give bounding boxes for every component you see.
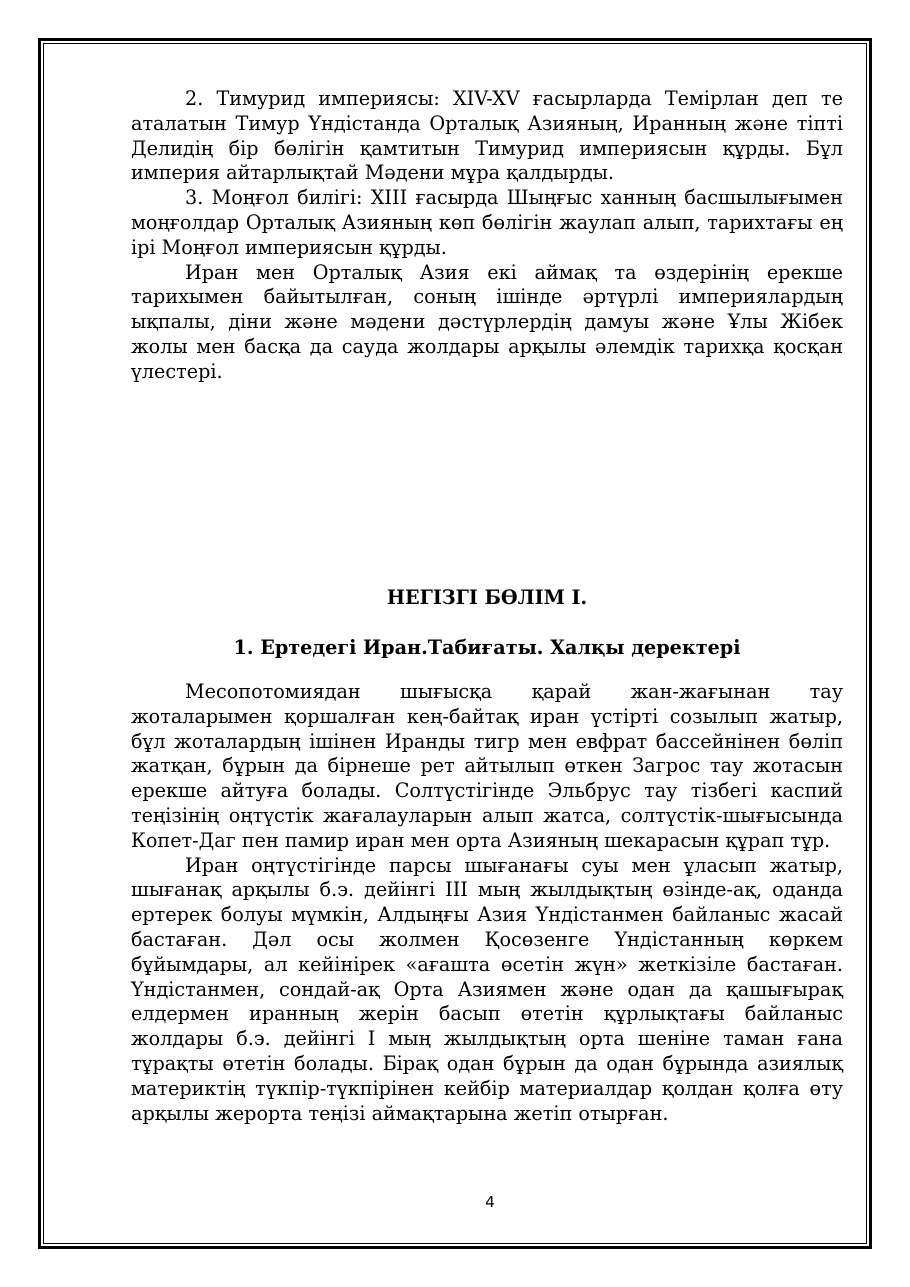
paragraph-timurid: 2. Тимурид империясы: XIV-XV ғасырларда Темірлан деп те аталатын Тимур Үндістанда Орталық Азияның, Иранның және тіпті Делидің бір бөлігін қамтитын Тимурид империясын құрды. Бұл империя айтарлықтай Мәдени мұра қалдырды.	[131, 87, 843, 185]
paragraph-trade-routes: Иран оңтүстігінде парсы шығанағы суы мен ұласып жатыр, шығанақ арқылы б.э. дейінгі III мың жылдықтың өзінде-ақ, оданда ертерек болуы мүмкін, Алдыңғы Азия Үндістанмен байланыс жасай бастаған. Дәл осы жолмен Қосөзенге Үндістанның көркем бұйымдары, ал кейінірек «ағашта өсетін жүн» жеткізіле бастаған. Үндістанмен, сондай-ақ Орта Азиямен және одан да қашығырақ елдермен иранның жерін басып өтетін құрлықтағы байланыс жолдары б.э. дейінгі I мың жылдықтың орта шеніне таман ғана тұрақты өтетін болады. Бірақ одан бұрын да одан бұрында азиялық материктің түкпір-түкпірінен кейбір материалдар қолдан қолға өту арқылы жерорта теңізі аймақтарына жетіп отырған.	[131, 853, 843, 1125]
intro-text-block	[131, 87, 843, 385]
paragraph-mongol: 3. Моңғол билігі: XIII ғасырда Шыңғыс ханның басшылығымен моңғолдар Орталық Азияның көп бөлігін жаулап алып, тарихтағы ең ірі Моңғол империясын құрды.	[131, 186, 843, 259]
main-text-block	[131, 680, 843, 1126]
paragraph-geography: Месопотомиядан шығысқа қарай жан-жағынан тау жоталарымен қоршалған кең-байтақ иран үстірті созылып жатыр, бұл жоталардың ішінен Иранды тигр мен евфрат бассейнінен бөліп жатқан, бұрын да бірнеше рет айтылып өткен Загрос тау жотасын ерекше айтуға болады. Солтүстігінде Эльбрус тау тізбегі каспий теңізінің оңтүстік жағалауларын алып жатса, солтүстік-шығысында Копет-Даг пен памир иран мен орта Азияның шекарасын құрап тұр.	[131, 680, 843, 852]
paragraph-summary: Иран мен Орталық Азия екі аймақ та өздерінің ерекше тарихымен байытылған, соның ішінде әртүрлі империялардың ықпалы, діни және мәдени дәстүрлердің дамуы және Ұлы Жібек жолы мен басқа да сауда жолдары арқылы әлемдік тарихқа қосқан үлестері.	[131, 260, 843, 383]
main-section-heading: НЕГІЗГІ БӨЛІМ I.	[386, 586, 588, 609]
page-number: 4	[485, 1193, 495, 1211]
subsection-heading: 1. Ертедегі Иран.Табиғаты. Халқы деректері	[233, 636, 741, 659]
